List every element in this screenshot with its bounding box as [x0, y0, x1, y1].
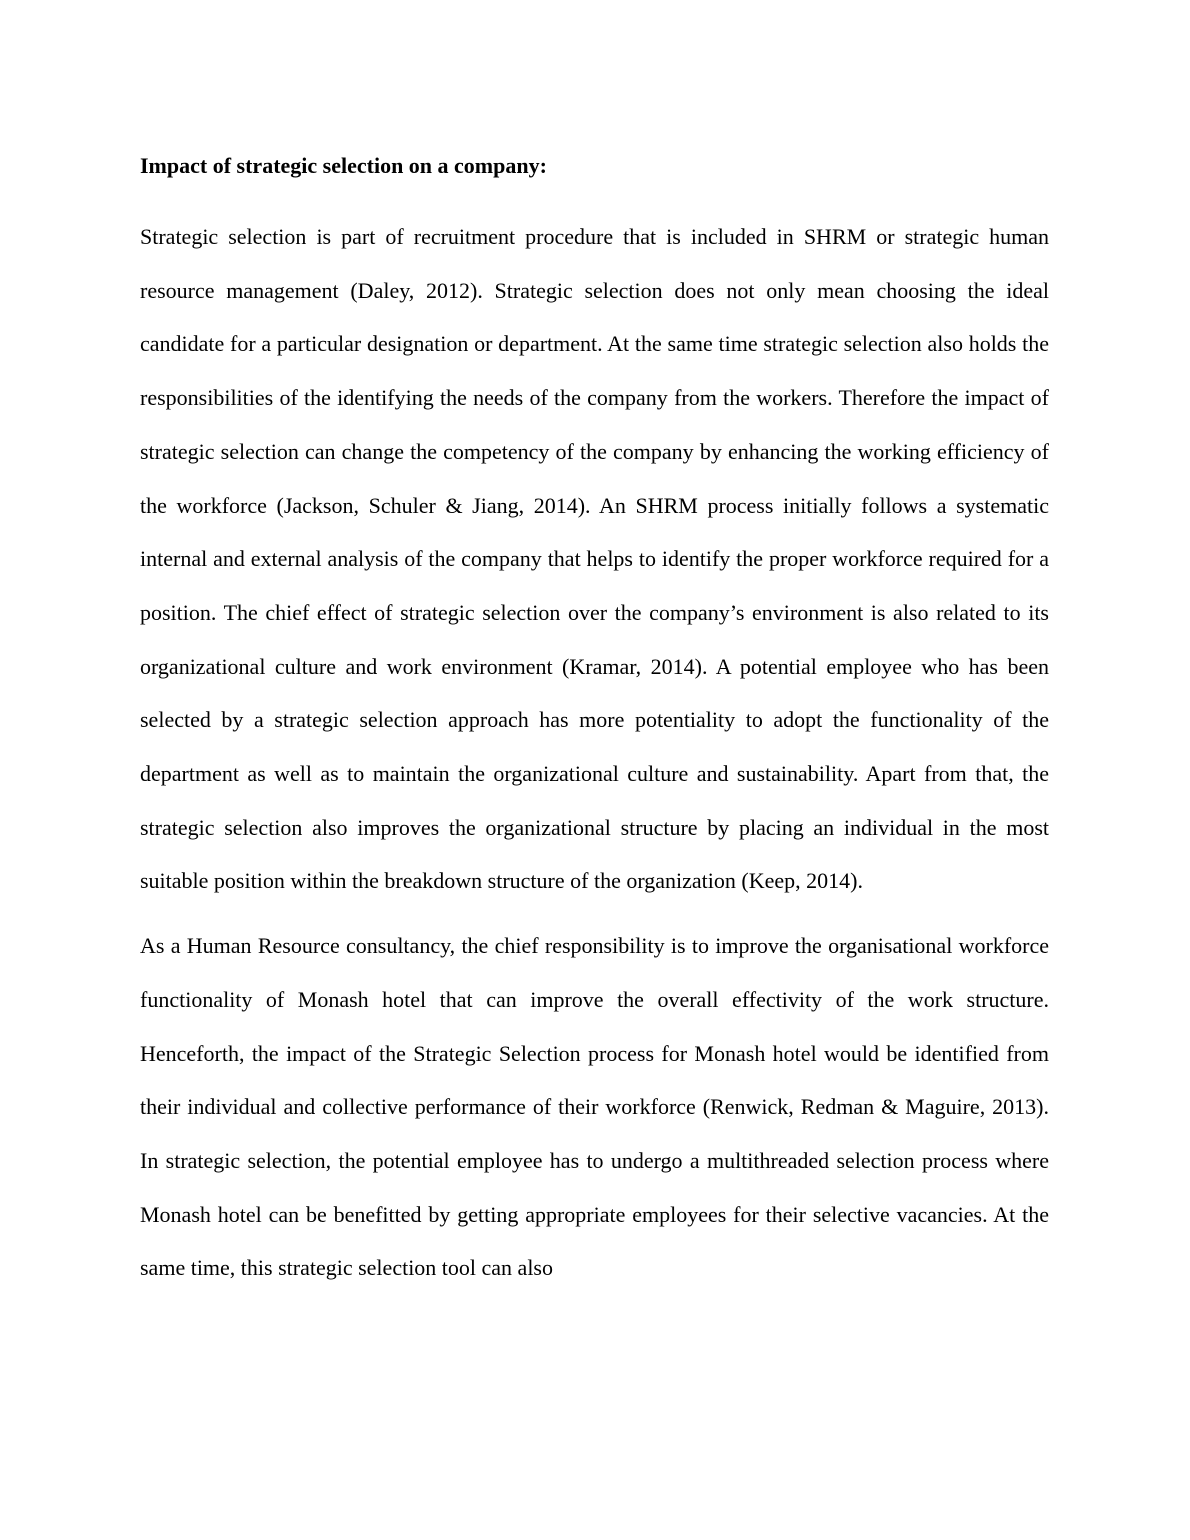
paragraph-1: Strategic selection is part of recruitment procedure that is included in SHRM or strategic human resource management (Daley, 2012). Strategic selection does not only mean choosing the ideal candidate for a particular designation or department. At the same time strategic selection also holds the responsibilities of the identifying the needs of the company from the workers. Therefore the impact of strategic selection can change the competency of the company by enhancing the working efficiency of the workforce (Jackson, Schuler & Jiang, 2014). An SHRM process initially follows a systematic internal and external analysis of the company that helps to identify the proper workforce required for a position. The chief effect of strategic selection over the company’s environment is also related to its organizational culture and work environment (Kramar, 2014). A potential employee who has been selected by a strategic selection approach has more potentiality to adopt the functionality of the department as well as to maintain the organizational culture and sustainability. Apart from that, the strategic selection also improves the organizational structure by placing an individual in the most suitable position within the breakdown structure of the organization (Keep, 2014). — [140, 224, 1049, 894]
paragraph-2: As a Human Resource consultancy, the chief responsibility is to improve the organisational workforce functionality of Monash hotel that can improve the overall effectivity of the work structure. Henceforth, the impact of the Strategic Selection process for Monash hotel would be identified from their individual and collective performance of their workforce (Renwick, Redman & Maguire, 2013). In strategic selection, the potential employee has to undergo a multithreaded selection process where Monash hotel can be benefitted by getting appropriate employees for their selective vacancies. At the same time, this strategic selection tool can also — [140, 933, 1049, 1281]
document-body — [140, 151, 1049, 1295]
section-heading: Impact of strategic selection on a company: — [140, 153, 547, 178]
